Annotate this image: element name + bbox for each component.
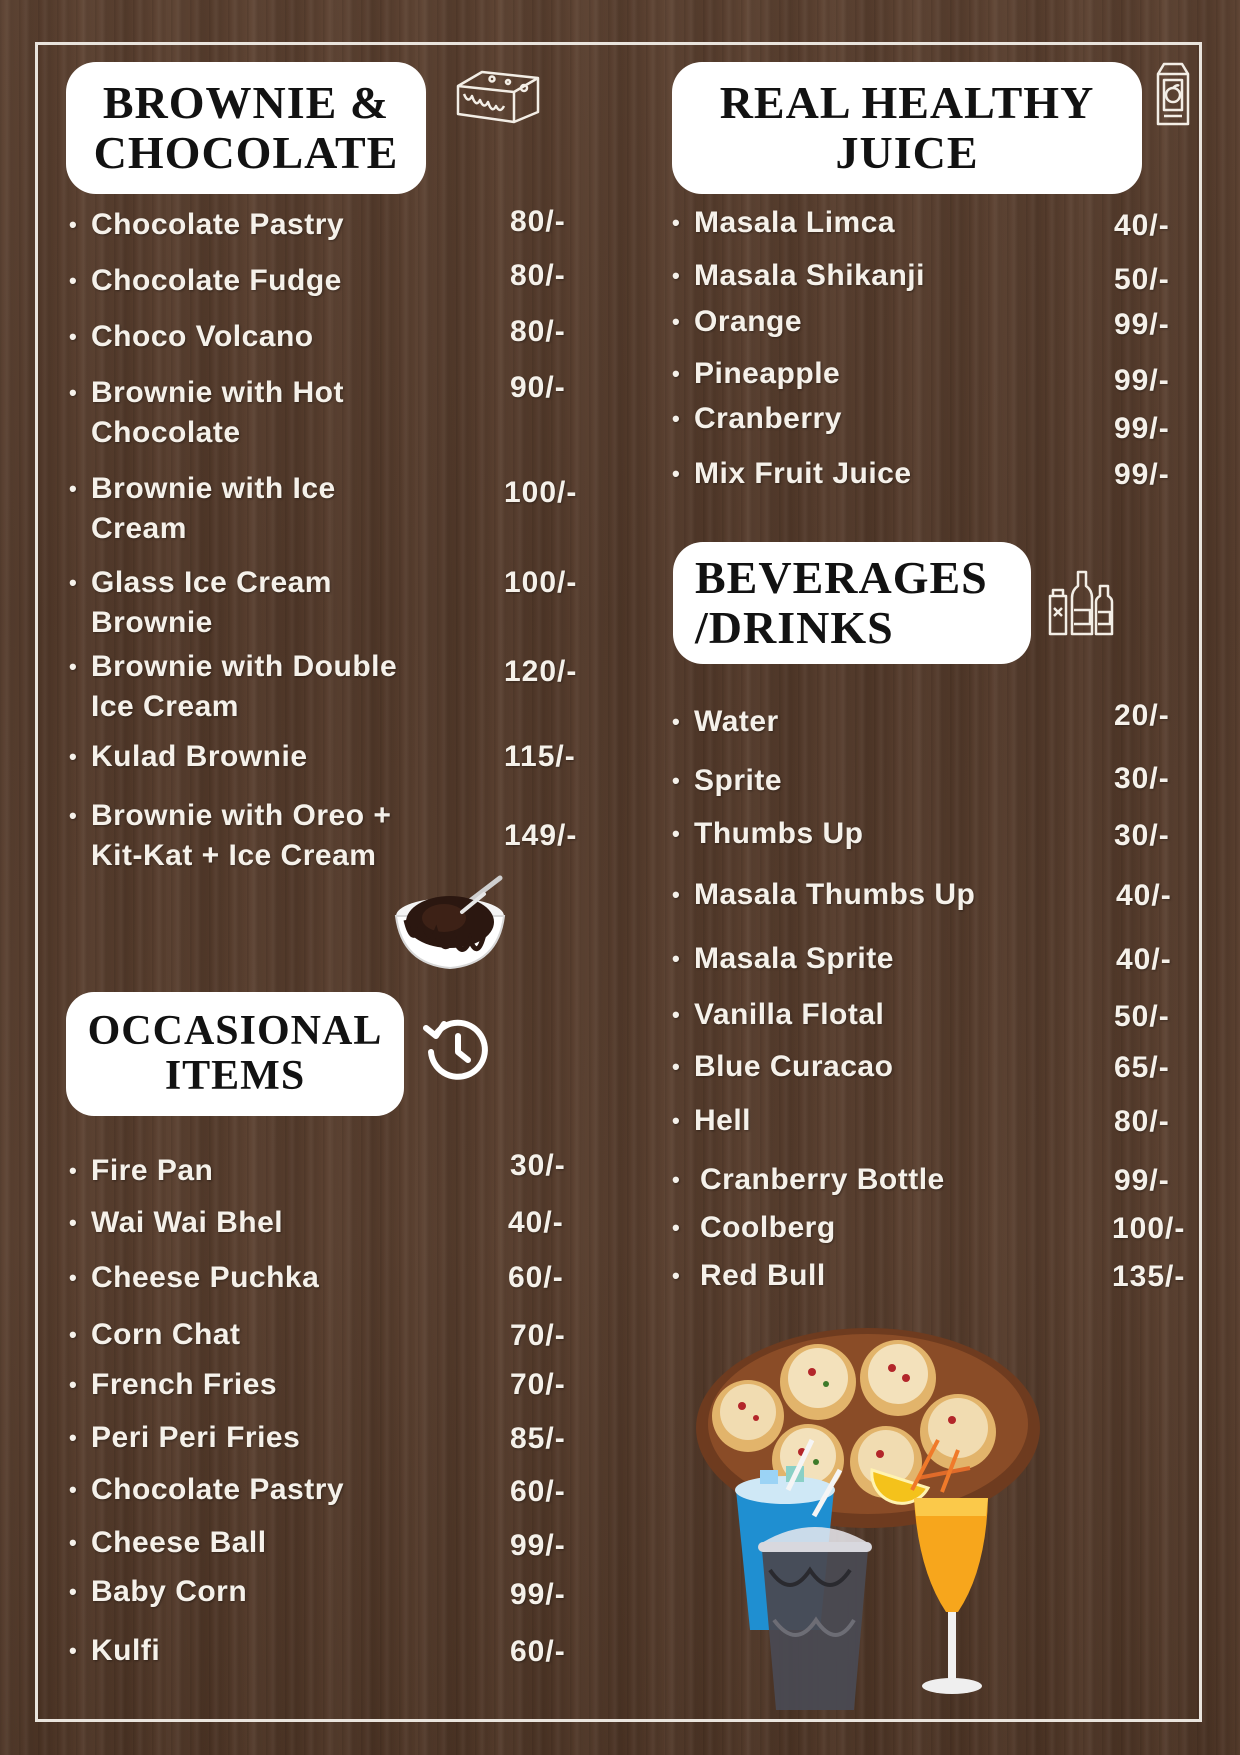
title-line: ITEMS (164, 1053, 306, 1099)
brownie-item-name: • Glass Ice Cream Brownie (69, 566, 332, 639)
brownie-item-price: 80/- (510, 315, 566, 348)
brownie-item-name: • Brownie with Oreo + Kit-Kat + Ice Cream (69, 799, 392, 872)
beverages-item-price: 20/- (1114, 699, 1170, 732)
brownie-item-name: • Brownie with Double Ice Cream (69, 650, 398, 723)
juice-item-name: • Pineapple (672, 357, 841, 390)
brownie-item-name: • Brownie with Ice Cream (69, 472, 336, 545)
brownie-item-price: 120/- (504, 655, 578, 688)
beverages-item-price: 30/- (1114, 762, 1170, 795)
title-line: CHOCOLATE (93, 127, 399, 178)
occasional-item-name: • French Fries (69, 1368, 278, 1401)
occasional-item-price: 99/- (510, 1578, 566, 1611)
title-line: REAL HEALTHY (719, 77, 1095, 129)
occasional-item-price: 30/- (510, 1149, 566, 1182)
title-line: JUICE (835, 127, 979, 178)
beverages-item-price: 40/- (1116, 943, 1172, 976)
beverages-item-price: 99/- (1114, 1164, 1170, 1197)
juice-item-price: 99/- (1114, 412, 1170, 445)
juice-section-title (672, 62, 1142, 194)
beverages-item-price: 40/- (1116, 879, 1172, 912)
occasional-item-price: 99/- (510, 1529, 566, 1562)
beverages-item-name: • Hell (672, 1104, 752, 1137)
juice-item-price: 99/- (1114, 364, 1170, 397)
beverages-item-price: 100/- (1112, 1212, 1186, 1245)
beverages-item-name: • Blue Curacao (672, 1050, 894, 1083)
brownie-section-title (66, 62, 426, 194)
brownie-item-name: • Chocolate Fudge (69, 264, 342, 297)
beverages-item-name: • Thumbs Up (672, 817, 864, 850)
juice-item-name: • Masala Shikanji (672, 259, 925, 292)
occasional-item-name: • Corn Chat (69, 1318, 241, 1351)
occasional-item-price: 70/- (510, 1368, 566, 1401)
beverages-item-name: • Masala Thumbs Up (672, 878, 976, 911)
beverages-item-price: 30/- (1114, 819, 1170, 852)
juice-item-price: 40/- (1114, 209, 1170, 242)
occasional-item-name: • Fire Pan (69, 1154, 214, 1187)
occasional-item-name: • Cheese Puchka (69, 1261, 320, 1294)
cake-icon (452, 64, 544, 126)
beverages-section-title (673, 542, 1031, 664)
brownie-item-price: 80/- (510, 259, 566, 292)
occasional-item-name: • Cheese Ball (69, 1526, 267, 1559)
juice-box-icon (1152, 60, 1194, 128)
occasional-item-price: 85/- (510, 1422, 566, 1455)
occasional-item-name: • Baby Corn (69, 1575, 248, 1608)
juice-item-price: 99/- (1114, 308, 1170, 341)
occasional-item-price: 60/- (510, 1635, 566, 1668)
brownie-item-price: 149/- (504, 819, 578, 852)
brownie-item-price: 100/- (504, 476, 578, 509)
food-and-drinks-image (690, 1320, 1050, 1720)
brownie-item-name: • Kulad Brownie (69, 740, 308, 773)
occasional-item-price: 60/- (510, 1475, 566, 1508)
juice-item-name: • Masala Limca (672, 206, 896, 239)
title-line: BEVERAGES (695, 552, 988, 604)
beverages-item-name: • Coolberg (672, 1211, 836, 1244)
beverages-item-name: • Vanilla Flotal (672, 998, 885, 1031)
juice-item-price: 50/- (1114, 263, 1170, 296)
beverages-item-name: • Water (672, 705, 779, 738)
juice-item-name: • Orange (672, 305, 803, 338)
brownie-item-price: 90/- (510, 371, 566, 404)
brownie-item-price: 115/- (504, 740, 576, 773)
occasional-item-name: • Chocolate Pastry (69, 1473, 345, 1506)
title-line: BROWNIE & (102, 77, 390, 129)
occasional-item-name: • Peri Peri Fries (69, 1421, 301, 1454)
occasional-item-price: 70/- (510, 1319, 566, 1352)
occasional-item-price: 40/- (508, 1206, 564, 1239)
beverages-item-name: • Sprite (672, 764, 783, 797)
beverages-item-price: 135/- (1112, 1260, 1186, 1293)
juice-item-name: • Cranberry (672, 402, 842, 435)
occasional-item-price: 60/- (508, 1261, 564, 1294)
occasional-item-name: • Wai Wai Bhel (69, 1206, 284, 1239)
title-line: /DRINKS (695, 602, 894, 653)
history-clock-icon (422, 1014, 492, 1084)
beverages-item-name: • Masala Sprite (672, 942, 894, 975)
beverages-item-name: • Cranberry Bottle (672, 1163, 945, 1196)
beverages-item-name: • Red Bull (672, 1259, 826, 1292)
title-line: OCCASIONAL (87, 1007, 383, 1054)
juice-item-name: • Mix Fruit Juice (672, 457, 912, 490)
beverages-item-price: 65/- (1114, 1051, 1170, 1084)
bottles-icon (1046, 568, 1116, 640)
beverages-item-price: 50/- (1114, 1000, 1170, 1033)
brownie-item-name: • Chocolate Pastry (69, 208, 345, 241)
occasional-item-name: • Kulfi (69, 1634, 161, 1667)
occasional-section-title (66, 992, 404, 1116)
brownie-item-price: 100/- (504, 566, 578, 599)
brownie-bowl-image (392, 872, 512, 976)
beverages-item-price: 80/- (1114, 1105, 1170, 1138)
brownie-item-name: • Choco Volcano (69, 320, 314, 353)
brownie-item-name: • Brownie with Hot Chocolate (69, 376, 344, 449)
juice-item-price: 99/- (1114, 458, 1170, 491)
brownie-item-price: 80/- (510, 205, 566, 238)
